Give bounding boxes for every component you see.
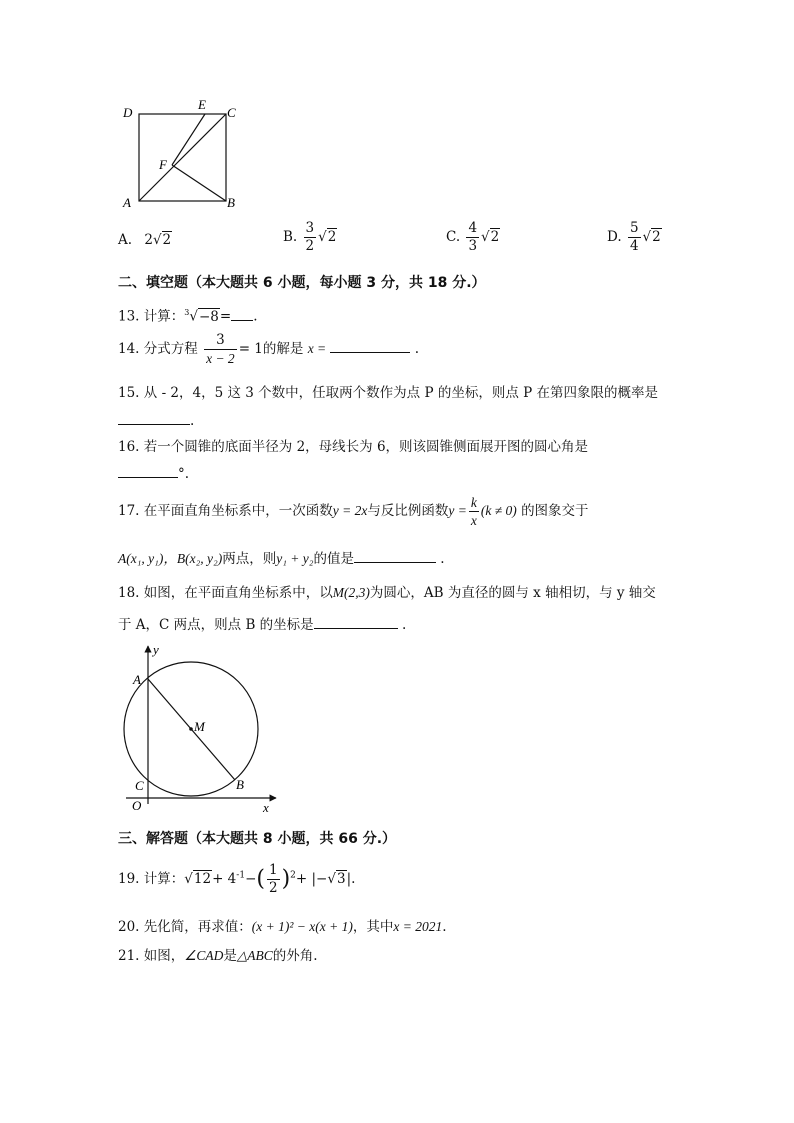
answer-blank[interactable] bbox=[314, 614, 398, 629]
option-d: D. $\frac{5}{4}$ √2 bbox=[607, 220, 661, 254]
center-point bbox=[189, 727, 193, 731]
label-f: F bbox=[159, 157, 167, 172]
label-d: D bbox=[123, 105, 133, 120]
fraction-5-4: $\frac{5}{4}$ bbox=[629, 220, 639, 254]
fraction-3-2: $\frac{3}{2}$ bbox=[305, 220, 315, 254]
question-19: 19. 计算：$√12+ 4^{-1}-$( $\frac{1}{2}$ )$^2$+ |−√3|. bbox=[118, 862, 356, 896]
label-a: A bbox=[133, 672, 141, 687]
answer-blank[interactable] bbox=[231, 306, 253, 321]
option-c: C. $\frac{4}{3}$ √2 bbox=[446, 220, 500, 254]
question-18: 18. 如图，在平面直角坐标系中，以M(2,3)为圆心，AB 为直径的圆与 x 轴相切，与 y 轴交 bbox=[118, 585, 656, 601]
question-14: 14. 分式方程 $\frac{3}{x - 2}$ = 1的解是 x = . bbox=[118, 332, 420, 366]
label-b: B bbox=[236, 777, 244, 792]
answer-blank[interactable] bbox=[118, 410, 190, 425]
option-a: A. 2√2 bbox=[118, 232, 172, 248]
fraction-4-3: $\frac{4}{3}$ bbox=[468, 220, 478, 254]
fraction-3-over-x-2: $\frac{3}{x - 2}$ bbox=[206, 332, 235, 366]
label-y: y bbox=[153, 642, 159, 657]
section3-title: 三、解答题（本大题共 8 小题，共 66 分.） bbox=[118, 831, 397, 847]
question-13: 13. 计算：$^3$√−8= . bbox=[118, 304, 258, 326]
label-b: B bbox=[227, 195, 235, 210]
question-21: 21. 如图，∠CAD是△ABC的外角. bbox=[118, 948, 318, 964]
label-a: A bbox=[123, 195, 131, 210]
question-15: 15. 从 - 2，4，5 这 3 个数中，任取两个数作为点 P 的坐标，则点 P 在第四象限的概率是 bbox=[118, 385, 658, 401]
question-16: 16. 若一个圆锥的底面半径为 2，母线长为 6，则该圆锥侧面展开图的圆心角是 bbox=[118, 439, 589, 455]
question-15-line2: . bbox=[118, 410, 194, 430]
section2-title: 二、填空题（本大题共 6 小题，每小题 3 分，共 18 分.） bbox=[118, 275, 486, 291]
option-b: B. $\frac{3}{2}$ √2 bbox=[283, 220, 337, 254]
segment-fb bbox=[172, 165, 226, 201]
question-17: 17. 在平面直角坐标系中，一次函数y = 2x与反比例函数y = $\frac{k}{x}$ (k ≠ 0) 的图象交于 bbox=[118, 495, 589, 528]
question-17-line2: A(x₁, y₁)，B(x₂, y₂)两点，则y₁ + y₂的值是 . bbox=[118, 548, 445, 568]
question-20: 20. 先化简，再求值：(x + 1)² − x(x + 1)，其中x = 2021. bbox=[118, 919, 447, 935]
question-18-line2: 于 A，C 两点，则点 B 的坐标是 . bbox=[118, 614, 406, 634]
answer-blank[interactable] bbox=[330, 338, 410, 353]
fraction-k-over-x: $\frac{k}{x}$ bbox=[470, 495, 477, 528]
answer-blank[interactable] bbox=[118, 463, 178, 478]
circle-figure bbox=[118, 642, 288, 814]
label-c: C bbox=[135, 778, 144, 793]
label-c: C bbox=[227, 105, 236, 120]
fraction-1-2: $\frac{1}{2}$ bbox=[268, 862, 278, 896]
answer-blank[interactable] bbox=[354, 548, 436, 563]
label-o: O bbox=[132, 798, 142, 813]
square-figure bbox=[115, 95, 255, 215]
question-16-line2: °. bbox=[118, 463, 189, 483]
label-m: M bbox=[194, 719, 205, 734]
label-x: x bbox=[263, 800, 269, 814]
diagonal-ac bbox=[139, 114, 226, 201]
label-e: E bbox=[198, 97, 206, 112]
